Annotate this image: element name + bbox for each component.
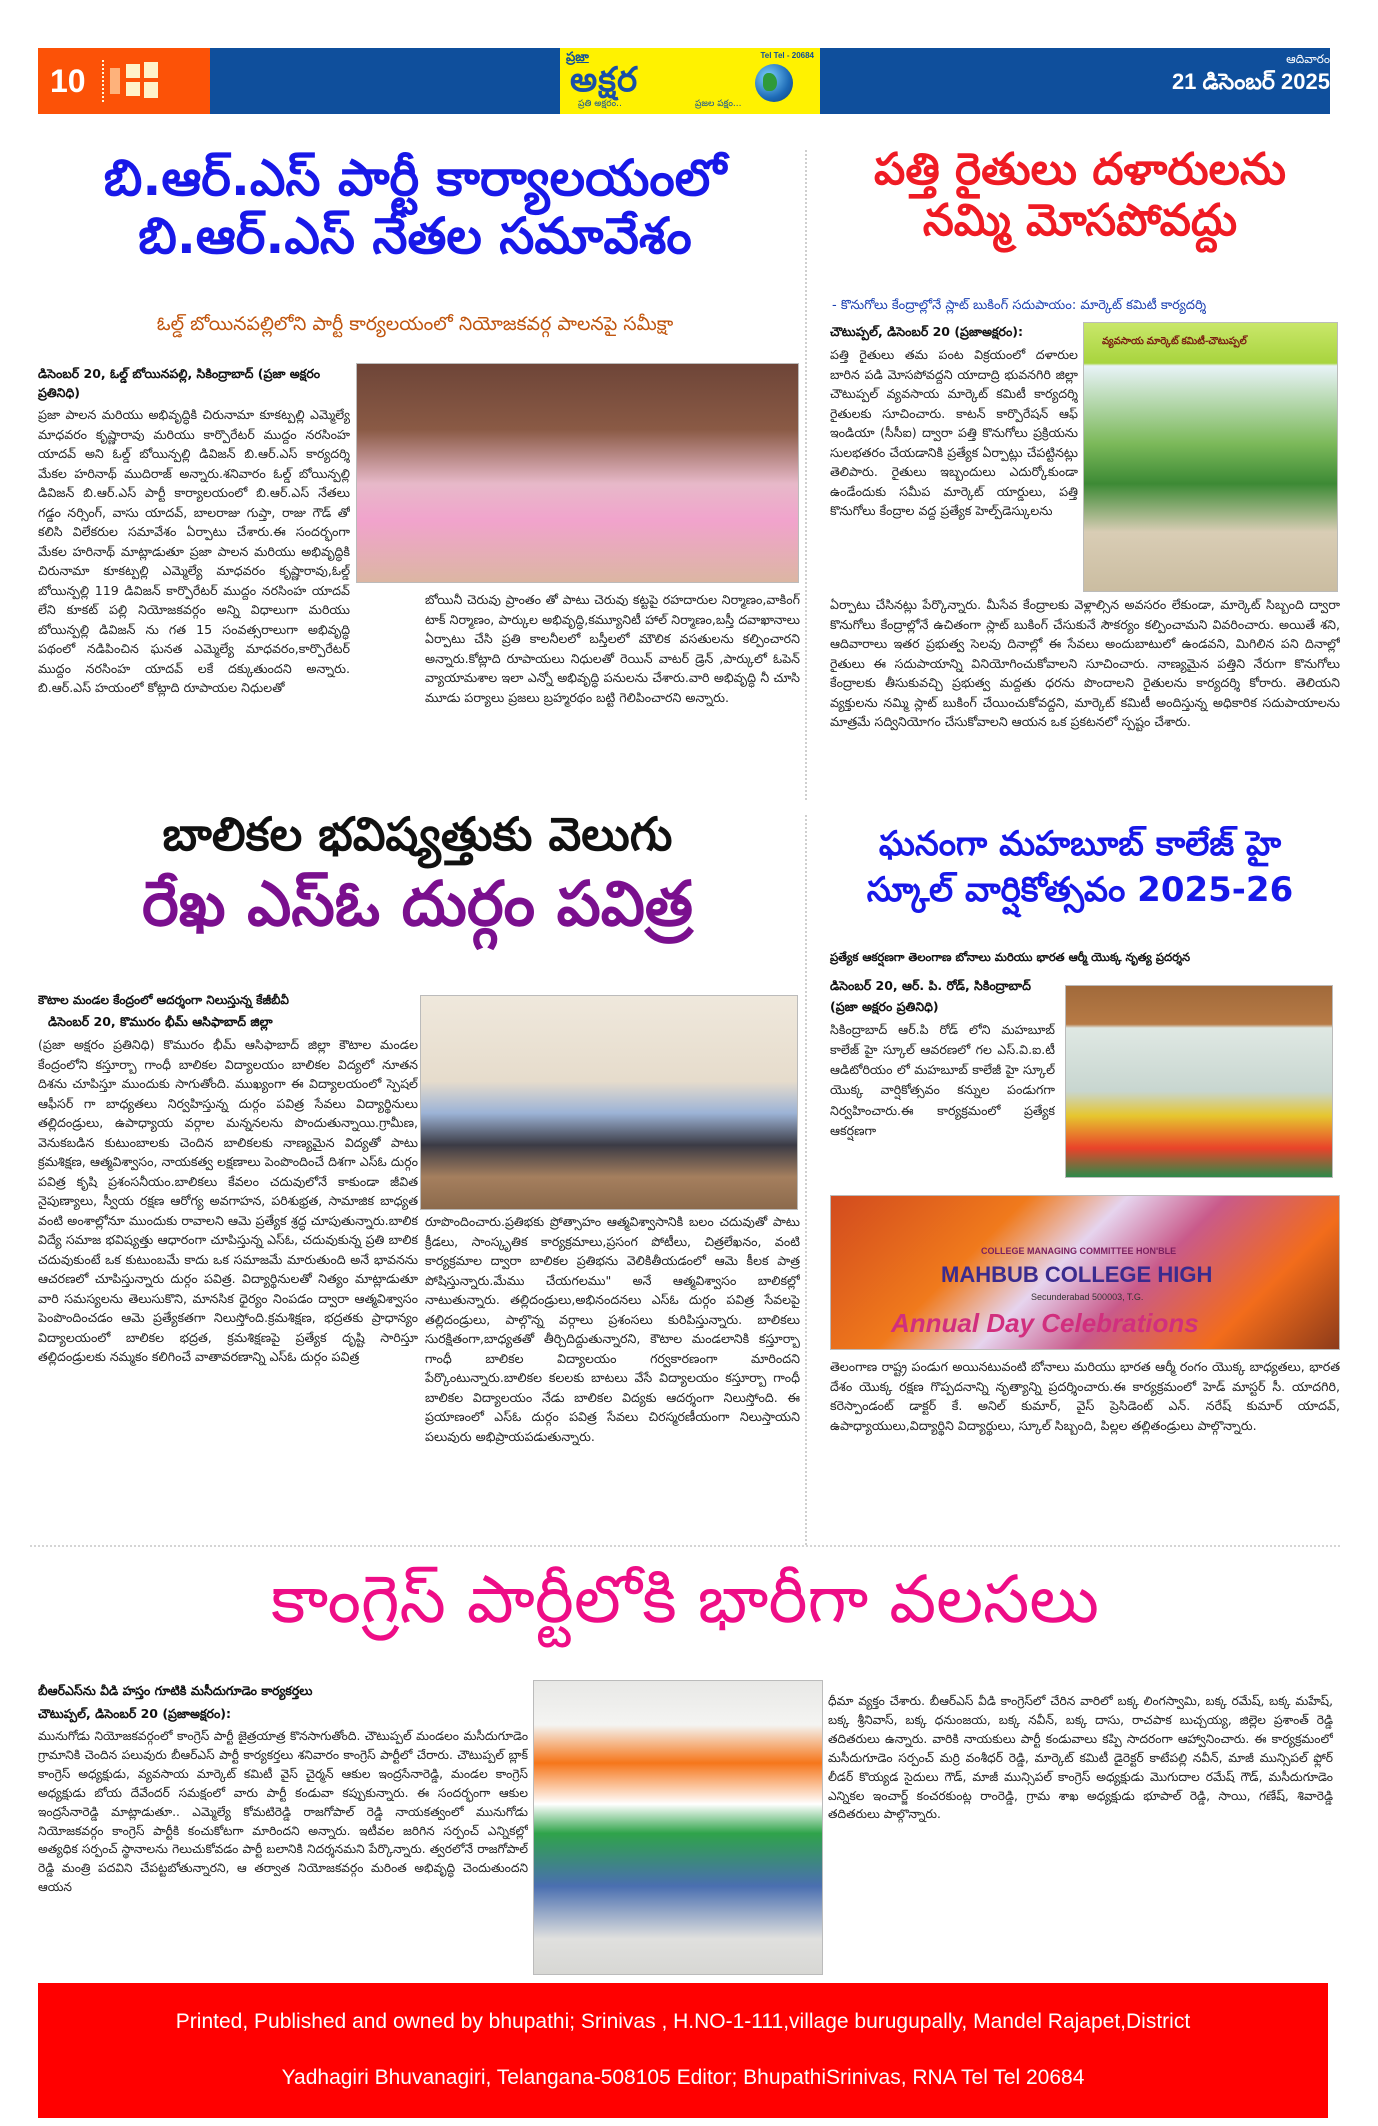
school-kicker: ప్రత్యేక ఆకర్షణగా తెలంగాణ బోనాలు మరియు భారత ఆర్మీ యొక్క నృత్య ప్రదర్శన [830, 950, 1191, 964]
column-divider [805, 150, 807, 800]
brs-subheadline: ఓల్డ్ బోయినపల్లిలోని పార్టీ కార్యలయంలో నియోజకవర్గ పాలనపై సమీక్షా [156, 313, 674, 335]
imprint-line1: Printed, Published and owned by bhupathi; Srinivas , H.NO-1-111,village burugupally, Mandel Rajapet,District [175, 2010, 1191, 2033]
market-committee-gate-photo [1083, 322, 1338, 592]
logo-tagline-right: ప్రజల పక్షం... [695, 99, 742, 109]
school-headline [815, 822, 1345, 914]
school-dateline: డిసెంబర్ 20, ఆర్. పి. రోడ్, సికింద్రాబాద్ (ప్రజా అక్షరం ప్రతినిధి) [830, 978, 1031, 1015]
kgbv-kicker: కౌటాల మండల కేంద్రంలో ఆదర్శంగా నిలుస్తున్న కేజీబీవీ [38, 993, 289, 1007]
banner-place-text: Secunderabad 500003, T.G. [1031, 1292, 1144, 1302]
globe-icon [755, 64, 793, 102]
logo-name: అక్షర [570, 60, 639, 100]
kgbv-body-left: (ప్రజా అక్షరం ప్రతినిధి) కొమురం భీమ్ ఆసిఫాబాద్ జిల్లా కౌటాల మండల కేంద్రంలోని కస్తూర్బా గాంధీ బాలికల విద్యాలయం బాలికల విద్యలో నూతన దిశను చూపిస్తూ ముందుకు సాగుతోంది. ముఖ్యంగా ఈ విద్యాలయంలో స్పెషల్ ఆఫీసర్ గా బాధ్యతలు నిర్వహిస్తున్న దుర్గం పవిత్ర సేవలు విద్యార్థినులు తల్లిదండ్రులు, ఉపాధ్యాయ వర్గాల మన్ననలను పొందుతున్నాయి.గ్రామీణ, వెనుకబడిన కుటుంబాలకు చెందిన బాలికలకు నాణ్యమైన విద్యతో పాటు క్రమశిక్షణ, ఆత్మవిశ్వాసం, నాయకత్వ లక్షణాలు పెంపొందించే దిశగా ఎస్ఓ దుర్గం పవిత్ర కృషి ప్రశంసనీయం.బాలికలు కేవలం చదువులోనే కాకుండా జీవిత నైపుణ్యాలు, స్వీయ రక్షణ ఆరోగ్య అవగాహన, పరిశుభ్రత, సామాజిక బాధ్యత వంటి అంశాల్లోనూ ముందుకు రావాలని ఆమె ప్రత్యేక శ్రద్ధ చూపుతున్నారు.బాలిక విద్యే సమాజ భవిష్యత్తు ఆధారంగా చూపిస్తున్న ఎస్ఓ, చదువుకున్న ప్రతి బాలిక చదువుకుంటే ఒక కుటుంబమే కాదు ఒక సమాజమే మారుతుంది అనే భావనను ఆచరణలో చూపిస్తున్నారు దుర్గం పవిత్ర. విద్యార్థినులతో నిత్యం మాట్లాడుతూ వారి సమస్యలను తెలుసుకొని, మానసిక ధైర్యం నింపడం ద్వారా ఆత్మవిశ్వాసం పెంపొందించడం ఆమె ప్రత్యేకతగా నిలుస్తోంది.క్రమశిక్షణ, భద్రతకు ప్రాధాన్యం విద్యాలయంలో బాలికల భద్రత, క్రమశిక్షణపై ప్రత్యేక దృష్టి సారిస్తూ తల్లిదండ్రులకు నమ్మకం కలిగించే వాతావరణాన్ని ఎస్ఓ దుర్గం పవిత్ర [38, 1037, 418, 1365]
imprint-line2: Yadhagiri Bhuvanagiri, Telangana-508105 Editor; BhupathiSrinivas, RNA Tel Tel 20684 [281, 2066, 1085, 2089]
page-number-badge [38, 48, 210, 114]
brs-headline [30, 150, 800, 265]
certificate-presentation-photo [420, 995, 798, 1210]
congress-headline: కాంగ్రెస్ పార్టీలోకి భారీగా వలసలు [271, 1561, 1099, 1638]
annual-day-dance-photo [830, 1195, 1340, 1350]
students-group-photo [1065, 985, 1333, 1178]
school-headline-line2: స్కూల్ వార్షికోత్సవం 2025-26 [866, 869, 1294, 910]
logo-tagline-left: ప్రతి అక్షరం.. [578, 99, 622, 109]
brs-leaders-meeting-photo [356, 363, 799, 583]
cotton-headline [815, 145, 1345, 246]
brs-body-left: ప్రజా పాలన మరియు అభివృద్ధికి చిరునామా కూకట్పల్లి ఎమ్మెల్యే మాధవరం కృష్ణారావు మరియు కార్పొరేటర్ ముద్దం నరసింహ యాదవ్ అని ఓల్డ్ బోయిన్పల్లి డివిజన్ బి.ఆర్.ఎస్ కార్యదర్శి మేకల హరినాథ్ ముదిరాజ్ అన్నారు.శనివారం ఓల్డ్ బోయిన్పల్లి డివిజన్ బి.ఆర్.ఎస్ పార్టీ కార్యాలయంలో బి.ఆర్.ఎస్ నేతలు గడ్డం నర్సింగ్, వాసు యాదవ్, బాలరాజు గుప్తా, రాజు గౌడ్ తో కలిసి విలేకరుల సమావేశం ఏర్పాటు చేశారు.ఈ సందర్భంగా మేకల హరినాథ్ మాట్లాడుతూ ప్రజా పాలన మరియు అభివృద్ధికి చిరునామా కూకట్పల్లి ఎమ్మెల్యే మాధవరం కృష్ణారావు,ఓల్డ్ బోయిన్పల్లి 119 డివిజన్ కార్పొరేటర్ ముద్దం నరసింహ యాదవ్ లేని కూకట్ పల్లి నియోజకవర్గం అన్ని విధాలుగా మరియు బోయిన్పల్లి డివిజన్ ను గత 15 సంవత్సరాలుగా అభివృద్ధి పథంలో నడిపించిన ఘనత ఎమ్మెల్యే మాధవరం,కార్పొరేటర్ ముద్దం నరసింహ యాదవ్ లకే దక్కుతుందని అన్నారు. బి.ఆర్.ఎస్ హయంలో కోట్లాది రూపాయల నిధులతో [38, 407, 350, 696]
cotton-headline-line1: పత్తి రైతులు దళారులను [874, 144, 1286, 195]
cotton-body-wide: ఏర్పాటు చేసినట్లు పేర్కొన్నారు. మీసేవ కేంద్రాలకు వెళ్లాల్సిన అవసరం లేకుండా, మార్కెట్ సిబ్బంది ద్వారా కొనుగోలు కేంద్రాల్లోనే ఉచితంగా స్లాట్ బుకింగ్ చేసుకునే సౌకర్యం కల్పించామని వివరించారు. అయితే శని, ఆదివారాలు ఇతర ప్రభుత్వ సెలవు దినాల్లో ఈ సేవలు అందుబాటులో ఉండవని, మిగిలిన పని దినాల్లో రైతులు ఈ సదుపాయాన్ని వినియోగించుకోవాలని సూచించారు. నాణ్యమైన పత్తిని నేరుగా కొనుగోలు కేంద్రాలకు తీసుకువచ్చి ప్రభుత్వ మద్దతు ధరను పొందాలని రైతులను కార్యదర్శి కోరారు. తెలియని వ్యక్తులను నమ్మి స్లాట్ బుకింగ్ చేయించుకోవద్దని, మార్కెట్ కమిటీ అందిస్తున్న అధికారిక సదుపాయాలను మాత్రమే సద్వినియోగం చేసుకోవాలని ఆయన ఒక ప్రకటనలో స్పష్టం చేశారు. [830, 597, 1340, 730]
imprint-footer [38, 1983, 1328, 2118]
school-body-narrow: సికింద్రాబాద్ ఆర్.పి రోడ్ లోని మహబూబ్ కాలేజ్ హై స్కూల్ ఆవరణలో గల ఎస్.వి.ఐ.టీ ఆడిటోరియం లో మహబూబ్ కాలేజీ హై స్కూల్ యొక్క వార్షికోత్సవం కన్నుల పండుగగా నిర్వహించారు.ఈ కార్యక్రమంలో ప్రత్యేక ఆకర్షణగా [830, 1022, 1055, 1138]
brs-headline-line1: బి.ఆర్.ఎస్ పార్టీ కార్యాలయంలో [103, 149, 727, 207]
banner-event-text: Annual Day Celebrations [891, 1308, 1199, 1338]
brs-headline-line2: బి.ఆర్.ఎస్ నేతల సమావేశం [138, 206, 692, 265]
kgbv-headline-line2: రేఖ ఎస్ఓ దుర్గం పవిత్ర [141, 867, 694, 940]
section-divider [30, 1545, 1340, 1547]
gate-sign-text: వ్యవసాయ మార్కెట్ కమిటీ-చౌటుప్పల్ [1102, 336, 1247, 347]
cotton-dateline: చౌటుప్పల్, డిసెంబర్ 20 (ప్రజాఅక్షరం): [830, 324, 1023, 339]
kgbv-body-right: రూపొందించారు.ప్రతిభకు ప్రోత్సాహం ఆత్మవిశ్వాసానికి బలం చదువుతో పాటు క్రీడలు, సాంస్కృతిక కార్యక్రమాలు,ప్రసంగ పోటీలు, చిత్రలేఖనం, వంటి కార్యక్రమాల ద్వారా బాలికల ప్రతిభను వెలికితీయడంలో ఆమె కీలక పాత్ర పోషిస్తున్నారు.మేము చేయగలము" అనే ఆత్మవిశ్వాసం బాలికల్లో నాటుతున్నారు. తల్లిదండ్రులు,అభినందనలు ఎస్ఓ దుర్గం పవిత్ర సేవలపై తల్లిదండ్రులు, పాల్గొన్న వర్గాలు ప్రశంసలు కురిపిస్తున్నారు. బాలికలు సురక్షితంగా,బాధ్యతతో తీర్చిదిద్దుతున్నారని, కౌటాల మండలానికి కస్తూర్బా గాంధీ బాలికల విద్యాలయం గర్వకారణంగా మారిందని పేర్కొంటున్నారు.బాలికల కలలకు బాటలు వేసే విద్యాలయం కస్తూర్బా గాంధీ బాలికల విద్యాలయం నేడు బాలికల విద్యకు ఆదర్శంగా నిలుస్తోంది. ఈ ప్రయాణంలో ఎస్ఓ దుర్గం పవిత్ర సేవలు చిరస్మరణీయంగా నిలుస్తాయని పలువురు అభిప్రాయపడుతున్నారు. [425, 1214, 800, 1444]
banner-college-text: MAHBUB COLLEGE HIGH [941, 1262, 1213, 1287]
newspaper-logo [560, 48, 820, 114]
brs-dateline: డిసెంబర్ 20, ఓల్డ్ బోయినపల్లి, సికింద్రాబాద్ (ప్రజా అక్షరం ప్రతినిధి) [38, 366, 321, 400]
issue-date [1172, 52, 1330, 100]
cotton-body-narrow: పత్తి రైతులు తమ పంట విక్రయంలో దళారుల బారిన పడి మోసపోవద్దని యాదాద్రి భువనగిరి జిల్లా చౌటుప్పల్ వ్యవసాయ మార్కెట్ కమిటీ కార్యదర్శి రైతులకు సూచించారు. కాటన్ కార్పొరేషన్ ఆఫ్ ఇండియా (సీసీఐ) ద్వారా పత్తి కొనుగోలు ప్రక్రియను సులభతరం చేయడానికి ప్రత్యేక ఏర్పాట్లు చేపట్టినట్లు తెలిపారు. రైతులు ఇబ్బందులు ఎదుర్కోకుండా ఉండేందుకు సమీప మార్కెట్ యార్డులు, పత్తి కొనుగోలు కేంద్రాల వద్ద ప్రత్యేక హెల్ప్‌డెస్కులను [830, 347, 1078, 519]
window-flag-icon [102, 60, 162, 102]
logo-praja-text: ప్రజా [566, 50, 589, 65]
issue-day: ఆదివారం [1286, 52, 1330, 66]
kgbv-dateline: డిసెంబర్ 20, కొమురం భీమ్ ఆసిఫాబాద్ జిల్లా [48, 1014, 273, 1029]
congress-body-left: మునుగోడు నియోజకవర్గంలో కాంగ్రెస్ పార్టీ జైత్రయాత్ర కొనసాగుతోంది. చౌటుప్పల్ మండలం మసీదుగూడెం గ్రామానికి చెందిన పలువురు బీఆర్ఎస్ పార్టీ కార్యకర్తలు శనివారం కాంగ్రెస్ పార్టీలో చేరారు. చౌటుప్పల్ బ్లాక్ కాంగ్రెస్ అధ్యక్షుడు, వ్యవసాయ మార్కెట్ కమిటీ వైస్ చైర్మన్ ఆకుల ఇంద్రసేనారెడ్డి, మండల కాంగ్రెస్ అధ్యక్షుడు బోయ దేవేందర్ సమక్షంలో వారు పార్టీ కండువా కప్పుకున్నారు. ఈ సందర్భంగా ఆకుల ఇంద్రసేనారెడ్డి మాట్లాడుతూ.. ఎమ్మెల్యే కోమటిరెడ్డి రాజగోపాల్ రెడ్డి నాయకత్వంలో మునుగోడు నియోజకవర్గం కాంగ్రెస్ పార్టీకి కంచుకోటగా మారిందని అన్నారు. ఇటీవల జరిగిన సర్పంచ్ ఎన్నికల్లో అత్యధిక సర్పంచ్ స్థానాలను గెలుచుకోవడం పార్టీ బలానికి నిదర్శనమని పేర్కొన్నారు. త్వరలోనే రాజగోపాల్ రెడ్డి మంత్రి పదవిని చేపట్టబోతున్నారని, ఆ తర్వాత నియోజకవర్గం మరింత అభివృద్ధి చెందుతుందని ఆయన [38, 1729, 528, 1895]
kgbv-headline-line1: బాలికల భవిష్యత్తుకు వెలుగు [162, 807, 673, 861]
school-body-wide: తెలంగాణ రాష్ట్ర పండుగ అయినటువంటి బోనాలు మరియు భారత ఆర్మీ రంగం యొక్క బాధ్యతలు, భారత దేశం యొక్క రక్షణ గొప్పదనాన్ని నృత్యాన్ని ప్రదర్శించారు.ఈ కార్యక్రమంలో హెడ్ మాస్టర్ సీ. యాదగిరి, కరెస్పాండంట్ డాక్టర్ కే. అనిల్ కుమార్, వైస్ ప్రెసిడెంట్ ఎన్. నరేష్ కుమార్ యాదవ్, ఉపాధ్యాయులు,విద్యార్థిని విద్యార్థులు, స్కూల్ సిబ్బంది, పిల్లల తల్లితండ్రులు పాల్గొన్నారు. [830, 1359, 1340, 1433]
logo-tel-number: Tel Tel - 20684 [760, 51, 814, 60]
cotton-headline-line2: నమ్మి మోసపోవద్దు [922, 194, 1238, 246]
brs-body-right: బోయినీ చెరువు ప్రాంతం తో పాటు చెరువు కట్టపై రహదారుల నిర్మాణం,వాకింగ్ టాక్ నిర్మాణం, పార్కుల అభివృద్ధి,కమ్యూనిటీ హాల్ నిర్మాణం,బస్తీ దవాఖానాలు ఏర్పాటు చేసి ప్రతి కాలనీలలో బస్తీలలో మౌలిక వసతులను కల్పించారని అన్నారు.కోట్లాది రూపాయలు నిధులతో రెయిన్ వాటర్ డ్రెన్ ,పార్కులో ఓపెన్ వ్యాయామశాల ఇలా ఎన్నో అభివృద్ధి పనులను చేశారు.వారి అభివృద్ధి నీ చూసి మూడు పర్యాలు ప్రజలు బ్రహ్మరథం బట్టి గెలిపించారని అన్నారు. [425, 592, 800, 705]
issue-date-text: 21 డిసెంబర్ 2025 [1171, 69, 1330, 94]
congress-dateline: చౌటుప్పల్, డిసెంబర్ 20 (ప్రజాఅక్షరం): [38, 1706, 231, 1721]
congress-joining-group-photo [533, 1680, 823, 1975]
congress-body-right: ధీమా వ్యక్తం చేశారు. బీఆర్ఎస్ వీడి కాంగ్రెస్‌లో చేరిన వారిలో బక్క లింగస్వామి, బక్క రమేష్, బక్క మహేష్, బక్క శ్రీనివాస్, బక్క ధనుంజయ, బక్క నవీన్, బక్క దాసు, రాచపాక బుచ్చయ్య, జిల్లెల ప్రశాంత్ రెడ్డి తదితరులు ఉన్నారు. వారికి నాయకులు పార్టీ కండువాలు కప్పి సాదరంగా ఆహ్వానించారు. ఈ కార్యక్రమంలో మసీదుగూడెం సర్పంచ్ మర్రి వంశీధర్ రెడ్డి, మార్కెట్ కమిటీ డైరెక్టర్ కాటేపల్లి నవీన్, మాజీ మున్సిపల్ ఫ్లోర్ లీడర్ కొయ్యడ సైదులు గౌడ్, మాజీ మున్సిపల్ కాంగ్రెస్ అధ్యక్షుడు మొగుదాల రమేష్ గౌడ్, మసీదుగూడెం ఎన్నికల ఇంచార్జ్ కంచరకుంట్ల రాంరెడ్డి, గ్రామ శాఖ అధ్యక్షుడు భూపాల్ రెడ్డి, సాయి, గణేష్, శివారెడ్డి తదితరులు పాల్గొన్నారు. [828, 1694, 1333, 1822]
page-number: 10 [50, 62, 86, 99]
banner-committee-text: COLLEGE MANAGING COMMITTEE HON'BLE [981, 1246, 1177, 1256]
column-divider [805, 815, 807, 1545]
school-headline-line1: ఘనంగా మహబూబ్ కాలేజ్ హై [878, 824, 1282, 864]
cotton-subheadline: - కొనుగోలు కేంద్రాల్లోనే స్లాట్ బుకింగ్ సదుపాయం: మార్కెట్ కమిటీ కార్యదర్శి [832, 298, 1207, 313]
congress-kicker: బీఆర్ఎస్‌ను వీడి హస్తం గూటికి మసీదుగూడెం కార్యకర్తలు [38, 1683, 313, 1698]
